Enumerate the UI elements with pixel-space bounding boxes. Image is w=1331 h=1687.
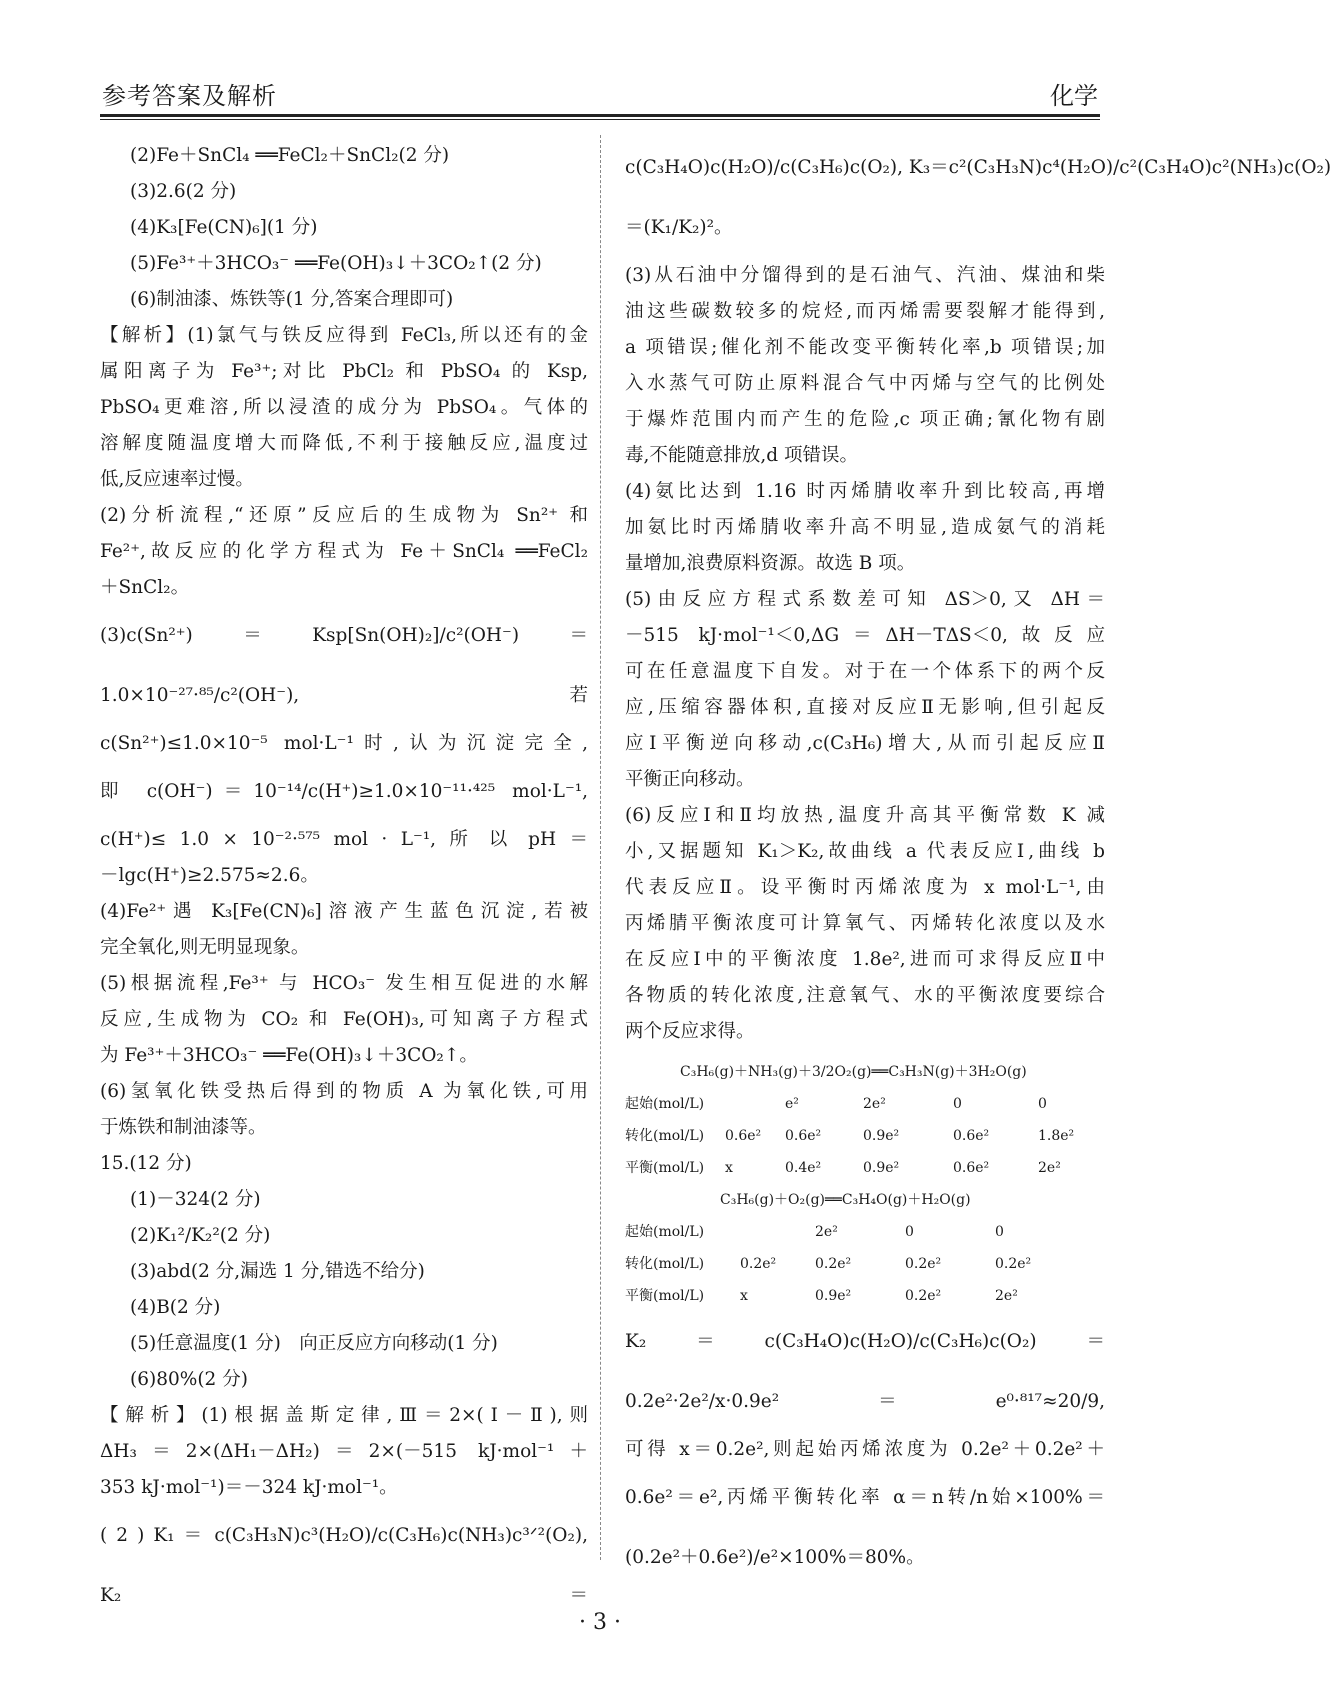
text-line: (3)2.6(2 分) (130, 181, 237, 202)
table-cell: 平衡(mol/L) (625, 1160, 705, 1176)
text-line: 应Ⅰ平衡逆向移动,c(C₃H₆)增大,从而引起反应Ⅱ (625, 733, 1105, 754)
text-line: 【解析】(1)根据盖斯定律,Ⅲ＝2×(Ⅰ－Ⅱ),则 (100, 1405, 588, 1426)
table-cell: 0 (995, 1224, 1004, 1240)
text-line: －515 kJ·mol⁻¹＜0,ΔG＝ΔH－TΔS＜0,故反应 (625, 625, 1105, 646)
table-cell: 0 (1038, 1096, 1047, 1112)
text-line: 入水蒸气可防止原料混合气中丙烯与空气的比例处 (625, 373, 1105, 394)
text-line: 【解析】(1)氯气与铁反应得到 FeCl₃,所以还有的金 (100, 325, 588, 346)
text-line: 15.(12 分) (100, 1153, 192, 1174)
text-line: 两个反应求得。 (625, 1021, 755, 1042)
text-line: (2)Fe＋SnCl₄ ══FeCl₂＋SnCl₂(2 分) (130, 145, 450, 166)
table-cell: 转化(mol/L) (625, 1256, 705, 1272)
text-line: 毒,不能随意排放,d 项错误。 (625, 445, 858, 466)
text-line: (5)根据流程,Fe³⁺ 与 HCO₃⁻ 发生相互促进的水解 (100, 973, 588, 994)
text-line: 平衡正向移动。 (625, 769, 755, 790)
text-line: (6)反应Ⅰ和Ⅱ均放热,温度升高其平衡常数 K 减 (625, 805, 1105, 826)
text-line: 丙烯腈平衡浓度可计算氧气、丙烯转化浓度以及水 (625, 913, 1105, 934)
text-line: (2)分析流程,“还原”反应后的生成物为 Sn²⁺ 和 (100, 505, 588, 526)
table-cell: 0.9e² (863, 1128, 900, 1144)
table-cell (740, 1216, 815, 1248)
text-line: (4)B(2 分) (130, 1297, 221, 1318)
text-line: PbSO₄更难溶,所以浸渣的成分为 PbSO₄。气体的 (100, 397, 588, 418)
header-subject: 化学 (1050, 82, 1098, 110)
text-line: ΔH₃＝2×(ΔH₁－ΔH₂)＝2×(－515 kJ·mol⁻¹＋ (100, 1441, 588, 1462)
text-line: (6)80%(2 分) (130, 1369, 248, 1390)
text-line: (4)K₃[Fe(CN)₆](1 分) (130, 217, 318, 238)
text-line: 低,反应速率过慢。 (100, 469, 254, 490)
text-line: ＋SnCl₂。 (100, 577, 190, 598)
table-cell: x (740, 1288, 748, 1304)
text-line: K₂＝c(C₃H₄O)c(H₂O)/c(C₃H₆)c(O₂)＝0.2e²·2e²/x·0.9e²＝e⁰·⁸¹⁷≈20/9, (625, 1331, 1105, 1412)
table-cell: 0.6e² (725, 1128, 762, 1144)
left-column (100, 138, 588, 1626)
text-line: (2)K₁²/K₂²(2 分) (130, 1225, 271, 1246)
table-row (625, 1088, 1105, 1120)
table-cell: 0 (953, 1096, 962, 1112)
text-line: 在反应Ⅰ中的平衡浓度 1.8e²,进而可求得反应Ⅱ中 (625, 949, 1105, 970)
text-line: (3)c(Sn²⁺)＝Ksp[Sn(OH)₂]/c²(OH⁻)＝1.0×10⁻²⁷·⁸⁵/c²(OH⁻),若 (100, 625, 588, 706)
table-cell: x (725, 1160, 733, 1176)
table-cell: 2e² (1038, 1160, 1061, 1176)
column-divider (600, 135, 601, 1560)
text-line: (6)制油漆、炼铁等(1 分,答案合理即可) (130, 289, 454, 310)
text-line: －lgc(H⁺)≥2.575≈2.6。 (100, 865, 319, 886)
header-title: 参考答案及解析 (102, 82, 277, 110)
text-line: (4)Fe²⁺遇 K₃[Fe(CN)₆]溶液产生蓝色沉淀,若被 (100, 901, 588, 922)
text-line: 代表反应Ⅱ。设平衡时丙烯浓度为 x mol·L⁻¹,由 (625, 877, 1105, 898)
text-line: 应,压缩容器体积,直接对反应Ⅱ无影响,但引起反 (625, 697, 1105, 718)
text-line: 小,又据题知 K₁＞K₂,故曲线 a 代表反应Ⅰ,曲线 b (625, 841, 1105, 862)
text-line: ＝(K₁/K₂)²。 (625, 217, 733, 238)
table-cell: 转化(mol/L) (625, 1128, 705, 1144)
text-line: 353 kJ·mol⁻¹)＝－324 kJ·mol⁻¹。 (100, 1477, 398, 1498)
text-line: (5)由反应方程式系数差可知 ΔS＞0,又 ΔH＝ (625, 589, 1105, 610)
text-line: (3)abd(2 分,漏选 1 分,错选不给分) (130, 1261, 425, 1282)
text-line: 可得 x＝0.2e²,则起始丙烯浓度为 0.2e²＋0.2e²＋ (625, 1439, 1105, 1460)
text-line: 于爆炸范围内而产生的危险,c 项正确;氰化物有剧 (625, 409, 1105, 430)
text-line: 溶解度随温度增大而降低,不利于接触反应,温度过 (100, 433, 588, 454)
table-row (625, 1248, 1105, 1280)
text-line: c(Sn²⁺)≤1.0×10⁻⁵ mol·L⁻¹时,认为沉淀完全, (100, 733, 588, 754)
page-number: · 3 · (579, 1610, 621, 1635)
table-cell: 0.2e² (740, 1256, 777, 1272)
text-line: 0.6e²＝e²,丙烯平衡转化率 α＝n转/n始×100%＝ (625, 1487, 1105, 1508)
text-line: 于炼铁和制油漆等。 (100, 1117, 267, 1138)
table-cell: 起始(mol/L) (625, 1224, 705, 1240)
table-row (625, 1120, 1105, 1152)
table-cell: 0.4e² (785, 1160, 822, 1176)
reaction-table-1 (625, 1056, 1105, 1184)
table-cell: 0.6e² (953, 1160, 990, 1176)
page-header (102, 74, 1098, 114)
text-line: a 项错误;催化剂不能改变平衡转化率,b 项错误;加 (625, 337, 1105, 358)
text-line: c(C₃H₄O)c(H₂O)/c(C₃H₆)c(O₂), K₃＝c²(C₃H₃N)c⁴(H₂O)/c²(C₃H₄O)c²(NH₃)c(O₂) (625, 157, 1331, 178)
table-cell: 起始(mol/L) (625, 1096, 705, 1112)
text-line: 为 Fe³⁺＋3HCO₃⁻ ══Fe(OH)₃↓＋3CO₂↑。 (100, 1045, 478, 1066)
table-cell: 0.6e² (953, 1128, 990, 1144)
table-cell: 0.9e² (815, 1288, 852, 1304)
table-cell: 0.9e² (863, 1160, 900, 1176)
text-line: (3)从石油中分馏得到的是石油气、汽油、煤油和柴 (625, 265, 1105, 286)
text-line: 油这些碳数较多的烷烃,而丙烯需要裂解才能得到, (625, 301, 1105, 322)
text-line: (0.2e²＋0.6e²)/e²×100%＝80%。 (625, 1547, 925, 1568)
table-row (625, 1216, 1105, 1248)
table-row (625, 1280, 1105, 1312)
text-line: Fe²⁺,故反应的化学方程式为 Fe＋SnCl₄ ══FeCl₂ (100, 541, 588, 562)
text-line: (5)任意温度(1 分) 向正反应方向移动(1 分) (130, 1333, 498, 1354)
text-line: 即 c(OH⁻)＝10⁻¹⁴/c(H⁺)≥1.0×10⁻¹¹·⁴²⁵ mol·L⁻¹, (100, 781, 588, 802)
table-cell: 2e² (995, 1288, 1018, 1304)
table-cell: 平衡(mol/L) (625, 1288, 705, 1304)
table-cell (725, 1088, 785, 1120)
text-line: 属阳离子为 Fe³⁺;对比 PbCl₂ 和 PbSO₄ 的 Ksp, (100, 361, 588, 382)
table-cell: 0.2e² (995, 1256, 1032, 1272)
table-cell: 0.6e² (785, 1128, 822, 1144)
table-cell: 2e² (863, 1096, 886, 1112)
text-line: 可在任意温度下自发。对于在一个体系下的两个反 (625, 661, 1105, 682)
right-column (625, 138, 1331, 1588)
table-cell: 0.2e² (905, 1256, 942, 1272)
text-line: (1)－324(2 分) (130, 1189, 261, 1210)
table-cell: e² (785, 1096, 799, 1112)
text-line: (6)氢氧化铁受热后得到的物质 A 为氧化铁,可用 (100, 1081, 588, 1102)
text-line: 加氨比时丙烯腈收率升高不明显,造成氨气的消耗 (625, 517, 1105, 538)
table-cell: 1.8e² (1038, 1128, 1075, 1144)
text-line: ( 2 ) K₁ ＝ c(C₃H₃N)c³(H₂O)/c(C₃H₆)c(NH₃)c³ᐟ²(O₂), K₂ ＝ (100, 1525, 588, 1606)
reaction-1-equation: C₃H₆(g)＋NH₃(g)＋3/2O₂(g)══C₃H₃N(g)＋3H₂O(g) (680, 1064, 1027, 1080)
text-line: (4)氨比达到 1.16 时丙烯腈收率升到比较高,再增 (625, 481, 1105, 502)
text-line: 反应,生成物为 CO₂ 和 Fe(OH)₃,可知离子方程式 (100, 1009, 588, 1030)
text-line: (5)Fe³⁺＋3HCO₃⁻ ══Fe(OH)₃↓＋3CO₂↑(2 分) (130, 253, 542, 274)
text-line: c(H⁺)≤ 1.0 × 10⁻²·⁵⁷⁵ mol · L⁻¹, 所 以 pH ＝ (100, 829, 588, 850)
text-line: 量增加,浪费原料资源。故选 B 项。 (625, 553, 916, 574)
reaction-2-equation: C₃H₆(g)＋O₂(g)══C₃H₄O(g)＋H₂O(g) (720, 1192, 971, 1208)
header-rule-thin (100, 119, 1100, 120)
reaction-table-2 (625, 1184, 1105, 1312)
table-cell: 0 (905, 1224, 914, 1240)
text-line: 各物质的转化浓度,注意氧气、水的平衡浓度要综合 (625, 985, 1105, 1006)
header-rule-thick (100, 114, 1100, 117)
table-cell: 2e² (815, 1224, 838, 1240)
table-row (625, 1152, 1105, 1184)
table-cell: 0.2e² (905, 1288, 942, 1304)
text-line: 完全氧化,则无明显现象。 (100, 937, 310, 958)
table-cell: 0.2e² (815, 1256, 852, 1272)
